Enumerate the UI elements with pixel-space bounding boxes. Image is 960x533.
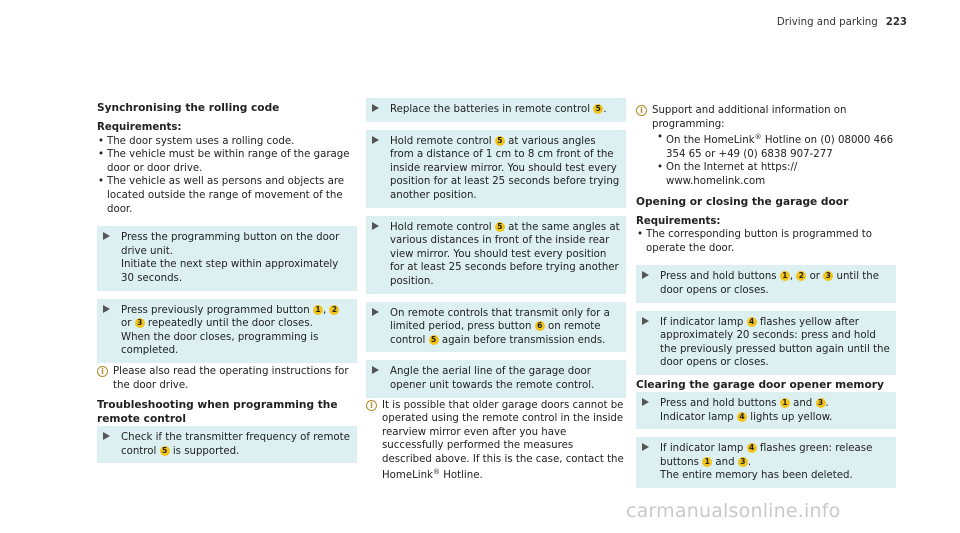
heading-troubleshooting: Troubleshooting when programming the remote control: [97, 399, 338, 426]
step-text: If indicator lamp 4 flashes yellow after approximately 20 seconds: press and hold the previously pressed button again until the door opens or closes.: [660, 316, 890, 369]
step-press-previous: [97, 299, 357, 363]
step-text: Replace the batteries in remote control 5 .: [390, 104, 607, 115]
list-item: • The corresponding button is programmed to operate the door.: [636, 228, 896, 255]
list-item: • The vehicle must be within range of the garage door or door drive.: [97, 148, 357, 175]
list-item: • The door system uses a rolling code.: [97, 135, 357, 149]
step-hold-angles: [366, 130, 626, 208]
step-arrow-icon: [642, 317, 649, 325]
info-note: [97, 365, 357, 392]
step-text: Press and hold buttons 1 , 2 or 3 until the door opens or closes.: [660, 271, 880, 296]
heading-open-close: Opening or closing the garage door: [636, 195, 849, 208]
button-badge-2: 2: [329, 305, 339, 315]
button-badge-5: 5: [495, 136, 505, 146]
note-text: It is possible that older garage doors cannot be operated using the remote control in the inside rearview mirror even after you have successfully performed the measures described above. If this is the case, contact the HomeLink® Hotline.: [382, 399, 624, 482]
step-text: If indicator lamp 4 flashes green: release buttons 1 and 3 .: [660, 443, 873, 468]
step-limited-period: [366, 302, 626, 353]
requirements-label: Requirements:: [636, 215, 721, 227]
info-note: [366, 399, 626, 484]
step-clear-press: [636, 392, 896, 429]
button-badge-3: 3: [135, 318, 145, 328]
step-arrow-icon: [103, 232, 110, 240]
list-item: • On the Internet at https:// www.homelink.com: [656, 161, 896, 188]
step-arrow-icon: [372, 222, 379, 230]
button-badge-5: 5: [593, 104, 603, 114]
step-text: Press the programming button on the door drive unit.: [121, 232, 340, 257]
list-item: • On the HomeLink® Hotline on (0) 08000 466 354 65 or +49 (0) 6838 907-277: [656, 131, 896, 161]
info-icon: i: [97, 366, 108, 377]
step-replace-batteries: [366, 98, 626, 122]
step-press-hold: [636, 265, 896, 302]
list-item: • The vehicle as well as persons and objects are located outside the range of movement of the door.: [97, 175, 357, 216]
info-note: [636, 104, 896, 189]
section-title: Driving and parking: [776, 17, 878, 28]
button-badge-5: 5: [495, 222, 505, 232]
column-2: [366, 98, 626, 483]
heading-clearing: Clearing the garage door opener memory: [636, 378, 884, 391]
step-arrow-icon: [372, 136, 379, 144]
button-badge-1: 1: [780, 398, 790, 408]
step-text: Press previously programmed button 1 , 2 or 3 repeatedly until the door closes.: [121, 304, 353, 331]
requirements-label: Requirements:: [97, 122, 182, 133]
step-arrow-icon: [642, 271, 649, 279]
watermark: carmanualsonline.info: [626, 500, 841, 522]
step-press-programming: [97, 226, 357, 290]
lamp-badge-4: 4: [747, 443, 757, 453]
button-badge-5: 5: [429, 335, 439, 345]
step-text: Check if the transmitter frequency of remote control 5 is supported.: [121, 432, 350, 457]
page-number: 223: [885, 17, 907, 28]
requirements-list: [636, 228, 896, 255]
requirements-list: [97, 135, 357, 217]
step-text: When the door closes, programming is completed.: [121, 331, 319, 357]
button-badge-6: 6: [535, 321, 545, 331]
step-text: Hold remote control 5 at various angles from a distance of 1 cm to 8 cm front of the inside rearview mirror. You should test every position for at least 25 seconds before trying another position.: [390, 135, 620, 201]
step-arrow-icon: [103, 305, 110, 313]
button-badge-1: 1: [313, 305, 323, 315]
step-text: Press and hold buttons 1 and 3 .: [660, 397, 829, 409]
lamp-badge-4: 4: [737, 412, 747, 422]
button-badge-3: 3: [816, 398, 826, 408]
step-arrow-icon: [372, 366, 379, 374]
step-text: Initiate the next step within approximately 30 seconds.: [121, 259, 339, 284]
button-badge-5: 5: [160, 446, 170, 456]
step-text: Angle the aerial line of the garage door opener unit towards the remote control.: [390, 366, 595, 391]
step-angle-aerial: [366, 360, 626, 397]
button-badge-3: 3: [738, 457, 748, 467]
page-header: [777, 16, 907, 30]
note-text: Please also read the operating instructions for the door drive.: [113, 365, 349, 391]
step-arrow-icon: [642, 398, 649, 406]
step-arrow-icon: [642, 443, 649, 451]
info-icon: i: [636, 105, 647, 116]
step-text: Hold remote control 5 at the same angles at various distances in front of the inside rear view mirror. You should test every position for at least 25 seconds before trying another position.: [390, 221, 620, 287]
step-text: The entire memory has been deleted.: [660, 470, 853, 482]
button-badge-1: 1: [702, 457, 712, 467]
step-arrow-icon: [103, 432, 110, 440]
heading-sync: Synchronising the rolling code: [97, 102, 280, 114]
button-badge-1: 1: [780, 271, 790, 281]
step-text: On remote controls that transmit only for a limited period, press button 6 on remote control 5 again before transmission ends.: [390, 307, 610, 346]
step-clear-release: [636, 437, 896, 488]
lamp-badge-4: 4: [747, 317, 757, 327]
note-text: Support and additional information on programming:: [652, 105, 847, 130]
step-arrow-icon: [372, 308, 379, 316]
step-text: Indicator lamp 4 lights up yellow.: [660, 411, 833, 423]
support-list: [656, 131, 896, 188]
step-arrow-icon: [372, 104, 379, 112]
button-badge-3: 3: [823, 271, 833, 281]
column-1: [97, 101, 357, 463]
step-hold-distances: [366, 216, 626, 294]
step-indicator-yellow: [636, 311, 896, 375]
step-check-frequency: [97, 426, 357, 463]
column-3: [636, 104, 896, 488]
info-icon: i: [366, 400, 377, 411]
button-badge-2: 2: [796, 271, 806, 281]
